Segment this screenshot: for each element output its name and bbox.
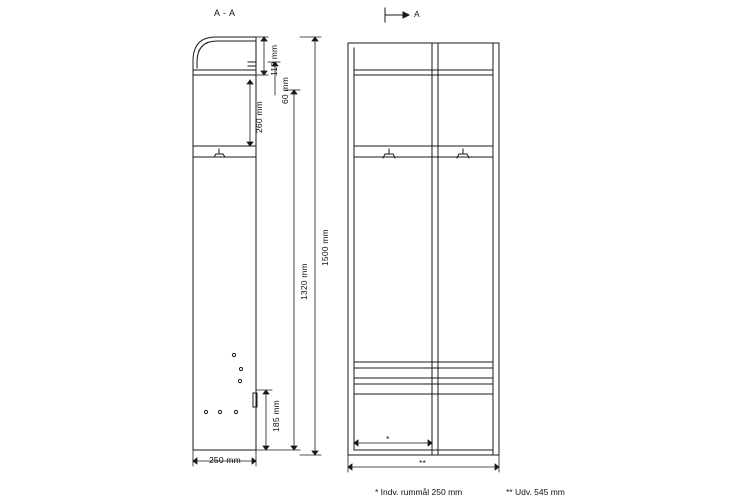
callout-inner-width: * [386,434,390,444]
section-title: A - A [214,8,236,18]
dimension-1320mm: 1320 mm [299,263,309,300]
callout-outer-width: ** [419,458,427,468]
dimension-185mm: 185 mm [271,400,281,432]
dimension-250mm: 250 mm [209,455,241,465]
cut-marker-label: A [414,9,420,19]
dimension-lines [193,37,499,472]
cut-marker [385,8,409,22]
footnote-outer: ** Udv. 545 mm [506,487,565,497]
right-front-view [348,43,499,455]
dimension-60mm: 60 mm [280,77,290,104]
left-section-view [193,37,257,450]
dimension-110mm: 110 mm [269,44,279,76]
footnote-inner: * Indv. rummål 250 mm [375,487,463,497]
dimension-260mm: 260 mm [254,101,264,133]
dimension-1500mm: 1500 mm [320,229,330,266]
